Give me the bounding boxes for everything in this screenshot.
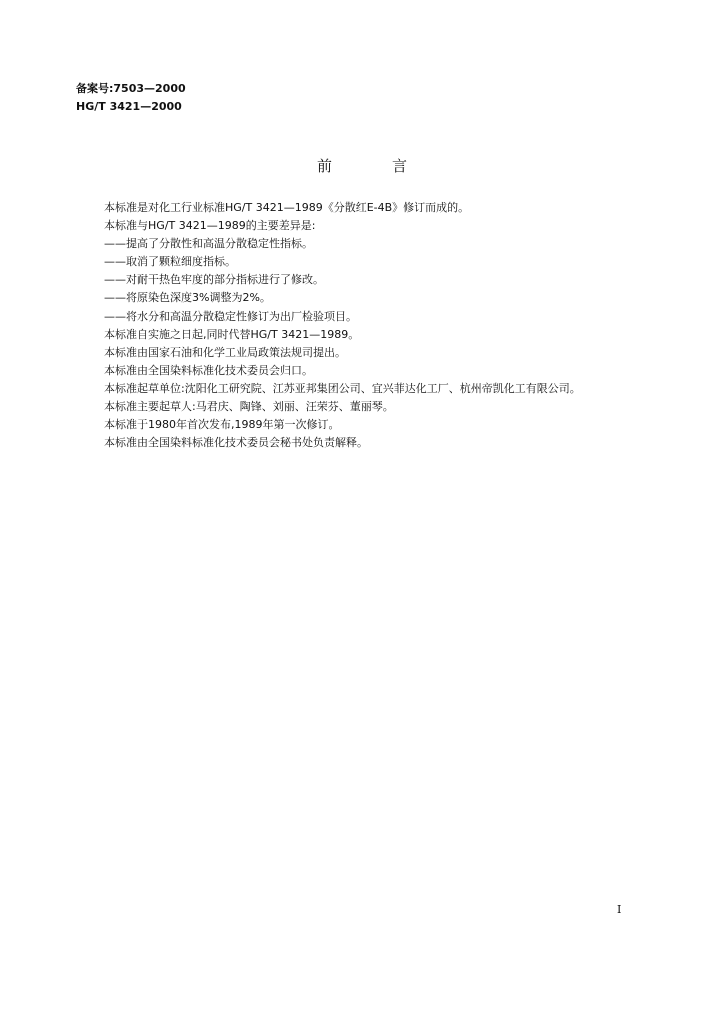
- paragraph: 本标准起草单位:沈阳化工研究院、江苏亚邦集团公司、宜兴菲达化工厂、杭州帝凯化工有限公司。: [104, 381, 581, 395]
- page-number: I: [617, 903, 622, 916]
- paragraph: 本标准由国家石油和化学工业局政策法规司提出。: [104, 345, 346, 359]
- paragraph: ——提高了分散性和高温分散稳定性指标。: [104, 237, 313, 251]
- paragraph: 本标准由全国染料标准化技术委员会秘书处负责解释。: [104, 436, 368, 450]
- paragraph: 本标准由全国染料标准化技术委员会归口。: [104, 363, 313, 377]
- foreword-body: [104, 199, 684, 452]
- title-char-2: 言: [392, 157, 408, 175]
- paragraph: 本标准自实施之日起,同时代替HG/T 3421—1989。: [104, 327, 360, 341]
- standard-code: HG/T 3421—2000: [76, 100, 182, 113]
- record-number: 备案号:7503—2000: [76, 82, 186, 95]
- document-header: [76, 80, 186, 116]
- page-title: [0, 156, 724, 176]
- paragraph: 本标准与HG/T 3421—1989的主要差异是:: [104, 219, 316, 233]
- paragraph: 本标准主要起草人:马君庆、陶锋、刘丽、汪荣芬、董丽琴。: [104, 400, 394, 414]
- paragraph: ——将原染色深度3%调整为2%。: [104, 291, 271, 305]
- paragraph: 本标准于1980年首次发布,1989年第一次修订。: [104, 418, 340, 432]
- paragraph: 本标准是对化工行业标准HG/T 3421—1989《分散红E-4B》修订而成的。: [104, 201, 470, 214]
- paragraph: ——将水分和高温分散稳定性修订为出厂检验项目。: [104, 309, 357, 323]
- paragraph: ——取消了颗粒细度指标。: [104, 255, 236, 269]
- title-char-1: 前: [316, 157, 332, 175]
- paragraph: ——对耐干热色牢度的部分指标进行了修改。: [104, 273, 324, 287]
